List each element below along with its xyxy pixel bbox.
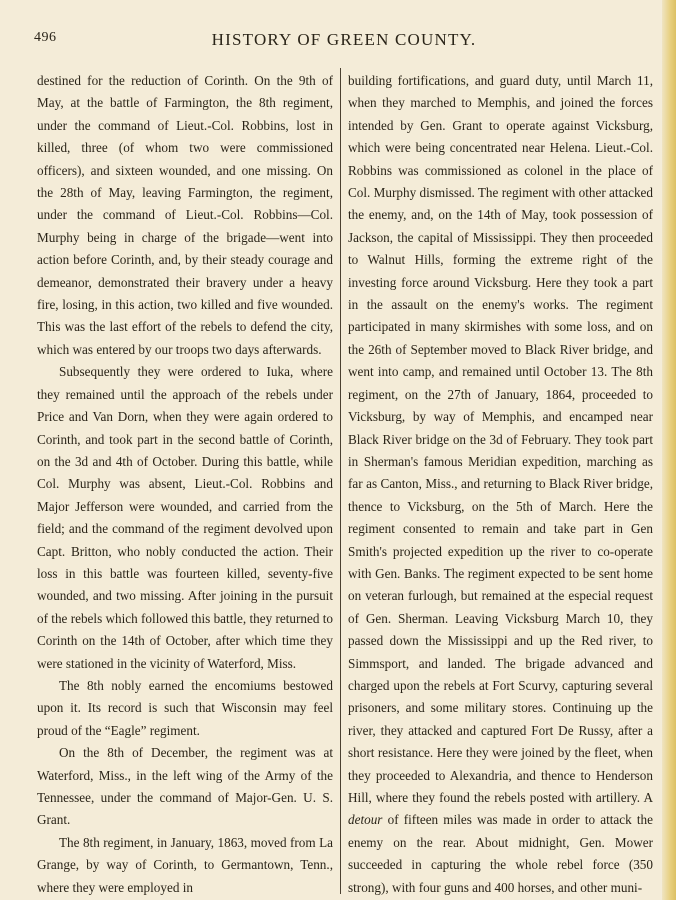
page-header bbox=[34, 30, 654, 54]
paragraph: On the 8th of December, the regiment was at Waterford, Miss., in the left wing of the Army of the Tennessee, under the command of Major-Gen. U. S. Grant. bbox=[37, 745, 333, 828]
page-number: 496 bbox=[34, 30, 57, 45]
paragraph: The 8th regiment, in January, 1863, moved from La Grange, by way of Corinth, to Germantown, Tenn., where they were employed in bbox=[37, 834, 333, 895]
paragraph: Subsequently they were ordered to Iuka, where they remained until the approach of the rebels under Price and Van Dorn, when they were again ordered to Corinth, and took part in the second battle of Corinth, on the 3d and 4th of October. During this battle, while Col. Murphy was absent, Lieut.-Col. Robbins and Major Jefferson were wounded, and carried from the field; and the command of the regiment devolved upon Capt. Britton, who nobly conducted the action. Their loss in this battle was fourteen killed, seventy-five wounded, and two missing. After joining in the pursuit of the rebels which followed this battle, they returned to Corinth on the 14th of October, after which time they were stationed in the vicinity of Waterford, Miss. bbox=[37, 364, 333, 671]
italic-word: detour bbox=[348, 812, 383, 828]
left-column bbox=[37, 70, 333, 895]
paragraph: The 8th nobly earned the encomiums bestowed upon it. Its record is such that Wisconsin may feel proud of the “Eagle” regiment. bbox=[37, 677, 333, 738]
column-divider bbox=[340, 68, 341, 894]
paragraph: destined for the reduction of Corinth. On the 9th of May, at the battle of Farmington, the 8th regiment, under the command of Lieut.-Col. Robbins, lost in killed, three (of whom two were commissioned officers), and sixteen wounded, and one missing. On the 28th of May, leaving Farmington, the regiment, under the command of Lieut.-Col. Robbins—Col. Murphy being in charge of the brigade—went into action before Corinth, and, by their steady courage and demeanor, demonstrated their bravery under a heavy fire, losing, in this action, two killed and five wounded. This was the last effort of the rebels to defend the city, which was entered by our troops two days afterwards. bbox=[37, 73, 333, 357]
page-edge bbox=[662, 0, 676, 900]
paragraph-text: building fortifications, and guard duty, until March 11, when they marched to Memphis, and joined the forces intended by Gen. Grant to operate against Vicksburg, which were being concentrated near Helena. Lieut.-Col. Robbins was commissioned as colonel in the place of Col. Murphy dismissed. The regiment with other attacked the enemy, and, on the 14th of May, took possession of Jackson, the capital of Mississippi. They then proceeded to Walnut Hills, forming the extreme right of the investing force around Vicksburg. Here they took a part in the assault on the enemy's works. The regiment participated in many skirmishes with some loss, and on the 26th of September moved to Black River bridge, and went into camp, and remained until October 13. The 8th regiment, on the 27th of January, 1864, proceeded to Vicksburg, by way of Memphis, and encamped near Black River bridge on the 3d of February. They took part in Sherman's famous Meridian expedition, marching as far as Canton, Miss., and returning to Black River bridge, thence to Vicksburg, on the 5th of March. Here the regiment consented to remain and take part in Gen Smith's projected expedition up the river to co-operate with Gen. Banks. The regiment expected to be sent home on veteran furlough, but remained at the especial request of Gen. Sherman. Leaving Vicksburg March 10, they passed down the Mississippi and up the Red river, to Simmsport, and landed. The brigade advanced and charged upon the rebels at Fort Scurvy, capturing several prisoners, and some military stores. Continuing up the river, they attacked and captured Fort De Russy, after a short resistance. Here they were joined by the fleet, when they proceeded to Alexandria, and thence to Henderson Hill, where they found the rebels posted with artillery. A bbox=[348, 73, 653, 805]
right-column bbox=[348, 70, 653, 895]
paragraph bbox=[348, 70, 653, 895]
paragraph-text: of fifteen miles was made in order to attack the enemy on the rear. About midnight, Gen. Mower succeeded in capturing the whole rebel force (350 strong), with four guns and 400 horses, and other muni- bbox=[348, 812, 653, 895]
running-title: HISTORY OF GREEN COUNTY. bbox=[211, 30, 477, 49]
